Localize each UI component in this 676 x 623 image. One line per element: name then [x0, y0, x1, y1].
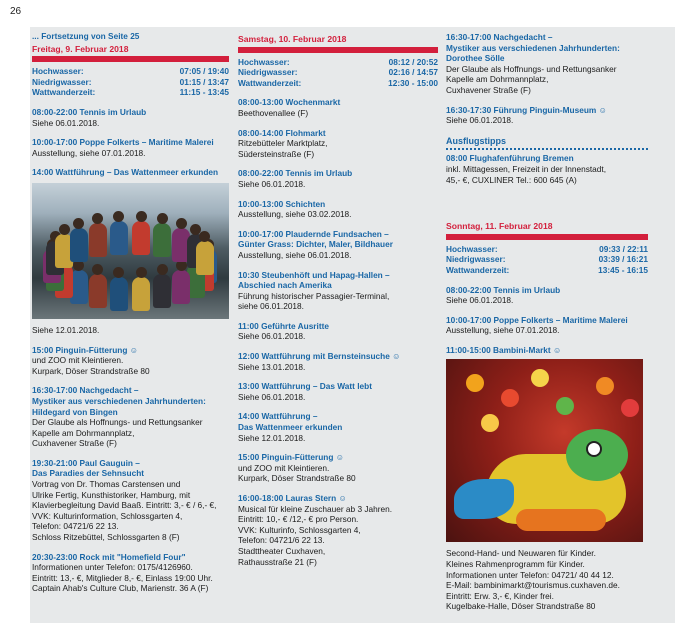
event-description: und ZOO mit Kleintieren. Kurpark, Döser Strandstraße 80 [238, 462, 356, 484]
tide-row [446, 254, 648, 265]
event-title: 13:00 Wattführung – Das Watt lebt [238, 381, 372, 392]
event-title: 08:00-13:00 Wochenmarkt [238, 97, 341, 108]
event-description: Der Glaube als Hoffnungs- und Rettungsanker Kapelle am Dohrmannplatz, Cuxhavener Straße (F) [32, 417, 203, 449]
column-sunday [446, 27, 648, 612]
tide-value: 12:30 - 15:00 [388, 77, 438, 88]
event-description: Siehe 06.01.2018. [238, 331, 306, 342]
event-entry [446, 153, 648, 185]
event-description: Beethovenallee (F) [238, 107, 309, 118]
tide-label: Niedrigwasser: [32, 76, 92, 87]
tide-row [32, 87, 229, 98]
event-entry [32, 385, 229, 449]
day-divider-bar [32, 56, 229, 62]
event-title: 20:30-23:00 Rock mit "Homefield Four" [32, 551, 186, 562]
event-entry [238, 381, 438, 402]
tide-label: Niedrigwasser: [446, 254, 506, 265]
event-title: 10:00-17:00 Poppe Folkerts – Maritime Malerei [446, 314, 628, 325]
tide-label: Wattwanderzeit: [446, 264, 510, 275]
event-title: 16:00-18:00 Lauras Stern ☺ [238, 493, 348, 503]
day-divider-bar [238, 47, 438, 53]
person-figure [70, 228, 88, 262]
event-description: Siehe 13.01.2018. [238, 361, 306, 372]
event-title: 08:00-14:00 Flohmarkt [238, 127, 326, 138]
event-description: Siehe 06.01.2018. [446, 295, 514, 306]
photo-caption: Siehe 12.01.2018. [32, 324, 100, 335]
person-figure [110, 221, 128, 255]
event-entry [32, 137, 229, 158]
tide-value: 13:45 - 16:15 [598, 264, 648, 275]
event-description: Ausstellung, siehe 07.01.2018. [446, 325, 560, 336]
event-title: 14:00 Wattführung – Das Wattenmeer erkunden [32, 167, 219, 178]
hanging-ornament [596, 377, 614, 395]
event-description: Führung historischer Passagier-Terminal, siehe 06.01.2018. [238, 290, 390, 312]
event-description: Informationen unter Telefon: 0175/4126960. Eintritt: 13,- €, Mitglieder 8,- €, Einlass 19:00 Uhr. Captain Ahab's Culture Club, Marienstr. 36 A (F) [32, 562, 213, 594]
tide-row [446, 244, 648, 255]
tide-label: Niedrigwasser: [238, 67, 298, 78]
person-head [176, 218, 187, 229]
hanging-ornament [466, 374, 484, 392]
photo-colorful-dragon-toys [446, 359, 643, 542]
day-heading-saturday: Samstag, 10. Februar 2018 [238, 34, 347, 44]
tide-row [238, 67, 438, 78]
event-entry [238, 493, 438, 567]
event-description: Der Glaube als Hoffnungs- und Rettungsanker Kapelle am Dohrmannplatz, Cuxhavener Straße (F) [446, 63, 617, 95]
event-description: Ausstellung, siehe 07.01.2018. [32, 147, 146, 158]
event-entry [32, 458, 229, 543]
hanging-ornament [531, 369, 549, 387]
tide-row [238, 57, 438, 68]
event-calendar-page [30, 27, 675, 623]
hanging-ornament [621, 399, 639, 417]
event-description: Musical für kleine Zuschauer ab 3 Jahren. Eintritt: 10,- € /12,- € pro Person. VVK: Kulturinfo, Schlossgarten 4, Telefon: 04721/6 22 13. Stadttheater Cuxhaven, Rathausstraße 21 (F) [238, 503, 393, 567]
tide-value: 07:05 / 19:40 [179, 66, 229, 77]
event-entry [238, 411, 438, 443]
event-entry [238, 97, 438, 118]
event-entry [446, 345, 648, 356]
event-title: 12:00 Wattführung mit Bernsteinsuche ☺ [238, 351, 401, 362]
event-title: 16:30-17:00 Nachgedacht – Mystiker aus verschiedenen Jahrhunderten: Dorothee Sölle [446, 32, 620, 64]
event-title: 16:30-17:30 Führung Pinguin-Museum ☺ [446, 104, 608, 115]
continuation-note: ... Fortsetzung von Seite 25 [32, 31, 140, 41]
event-entry [238, 199, 438, 220]
event-description: Vortrag von Dr. Thomas Carstensen und Ulrike Fertig, Kunsthistoriker, Hamburg, mit Klavierbegleitung David Baaß. Eintritt: 3,- € / 6,- €, VVK: Kulturinformation, Schlossgarten 4, Telefon: 04721/6 22 13. Schloss Ritzebüttel, Schlossgarten 8 (F) [32, 479, 217, 543]
ausflugstipps-heading: Ausflugstipps [446, 136, 648, 151]
tide-value: 02:16 / 14:57 [388, 67, 438, 78]
event-description: Siehe 06.01.2018. [446, 115, 514, 126]
event-entry [446, 105, 648, 126]
event-title: 08:00-22:00 Tennis im Urlaub [238, 168, 353, 179]
tide-table [238, 57, 438, 89]
tide-value: 03:39 / 16:21 [598, 254, 648, 265]
event-description: Ritzebütteler Marktplatz, Südersteinstraße (F) [238, 138, 328, 159]
dragon-tail [516, 509, 606, 531]
day-heading-friday: Freitag, 9. Februar 2018 [32, 43, 129, 54]
tide-label: Wattwanderzeit: [238, 77, 302, 88]
person-head [113, 267, 124, 278]
hanging-ornament [481, 414, 499, 432]
event-entry [446, 285, 648, 306]
event-description: Siehe 12.01.2018. [238, 432, 306, 443]
event-entry [238, 321, 438, 342]
event-description: Second-Hand- und Neuwaren für Kinder. Kleines Rahmenprogramm für Kinder. Informationen unter Telefon: 04721/ 40 44 12. E-Mail: bambinimarkt@tourismus.cuxhaven.de. Eintritt: Erw. 3,- €, Kinder frei. Kugelbake-Halle, Döser Strandstraße 80 [446, 548, 620, 612]
tide-label: Wattwanderzeit: [32, 87, 96, 98]
person-figure [196, 241, 214, 275]
person-head [136, 211, 147, 222]
tide-table [32, 66, 229, 98]
event-description: Ausstellung, siehe 03.02.2018. [238, 209, 352, 220]
page-number: 26 [10, 6, 22, 17]
person-figure [110, 277, 128, 311]
event-entry [32, 167, 229, 178]
event-title: 15:00 Pinguin-Fütterung ☺ [238, 452, 345, 463]
person-figure [172, 270, 190, 304]
column-friday [32, 27, 229, 594]
tide-label: Hochwasser: [32, 66, 84, 77]
person-head [136, 267, 147, 278]
event-entry [32, 107, 229, 128]
tide-row [32, 66, 229, 77]
person-figure [153, 223, 171, 257]
tide-label: Hochwasser: [446, 243, 498, 254]
column-saturday [238, 27, 438, 567]
event-title: 08:00-22:00 Tennis im Urlaub [32, 106, 147, 117]
person-figure [132, 277, 150, 311]
event-description: und ZOO mit Kleintieren. Kurpark, Döser Strandstraße 80 [32, 355, 150, 376]
event-description: inkl. Mittagessen, Freizeit in der Innenstadt, 45,- €, CUXLINER Tel.: 600 645 (A) [446, 163, 607, 185]
person-head [59, 224, 70, 235]
event-entry [446, 32, 648, 96]
event-entry [32, 345, 229, 377]
event-description: Siehe 06.01.2018. [238, 391, 306, 402]
event-title: 15:00 Pinguin-Fütterung ☺ [32, 344, 139, 355]
event-entry [238, 168, 438, 189]
event-entry [238, 452, 438, 484]
event-title: 08:00 Flughafenführung Bremen [446, 153, 574, 164]
event-title: 14:00 Wattführung – Das Wattenmeer erkunden [238, 411, 343, 433]
tide-value: 08:12 / 20:52 [388, 56, 438, 67]
event-title: 11:00-15:00 Bambini-Markt ☺ [446, 344, 562, 355]
event-entry [238, 128, 438, 160]
person-figure [132, 221, 150, 255]
event-title: 19:30-21:00 Paul Gauguin – Das Paradies der Sehnsucht [32, 457, 145, 479]
tide-row [238, 78, 438, 89]
hanging-ornament [556, 397, 574, 415]
day-divider-bar [446, 234, 648, 240]
event-description: Siehe 06.01.2018. [32, 117, 100, 128]
event-description: Ausstellung, siehe 06.01.2018. [238, 249, 352, 260]
person-figure [89, 223, 107, 257]
tide-value: 11:15 - 13:45 [179, 87, 229, 98]
event-title: 11:00 Geführte Ausritte [238, 320, 329, 331]
tide-value: 09:33 / 22:11 [599, 243, 648, 254]
event-title: 10:30 Steubenhöft und Hapag-Hallen – Abschied nach Amerika [238, 269, 390, 291]
tide-label: Hochwasser: [238, 56, 290, 67]
event-entry [32, 552, 229, 594]
day-heading-sunday: Sonntag, 11. Februar 2018 [446, 221, 553, 232]
hanging-ornament [501, 389, 519, 407]
event-title: 10:00-17:00 Poppe Folkerts – Maritime Malerei [32, 137, 214, 148]
tide-table [446, 244, 648, 276]
person-figure [89, 274, 107, 308]
event-entry [446, 315, 648, 336]
tide-row [32, 77, 229, 88]
tide-value: 01:15 / 13:47 [179, 76, 229, 87]
event-entry [238, 229, 438, 261]
event-title: 16:30-17:00 Nachgedacht – Mystiker aus verschiedenen Jahrhunderten: Hildegard von Bingen [32, 385, 206, 417]
person-figure [153, 274, 171, 308]
tide-row [446, 265, 648, 276]
event-title: 10:00-17:00 Plaudernde Fundsachen – Günter Grass: Dichter, Maler, Bildhauer [238, 228, 393, 250]
event-description: Siehe 06.01.2018. [238, 178, 306, 189]
event-title: 08:00-22:00 Tennis im Urlaub [446, 284, 561, 295]
person-head [73, 218, 84, 229]
event-title: 10:00-13:00 Schichten [238, 198, 326, 209]
event-entry [238, 351, 438, 372]
event-entry [238, 270, 438, 312]
photo-group-on-mudflat [32, 183, 229, 319]
